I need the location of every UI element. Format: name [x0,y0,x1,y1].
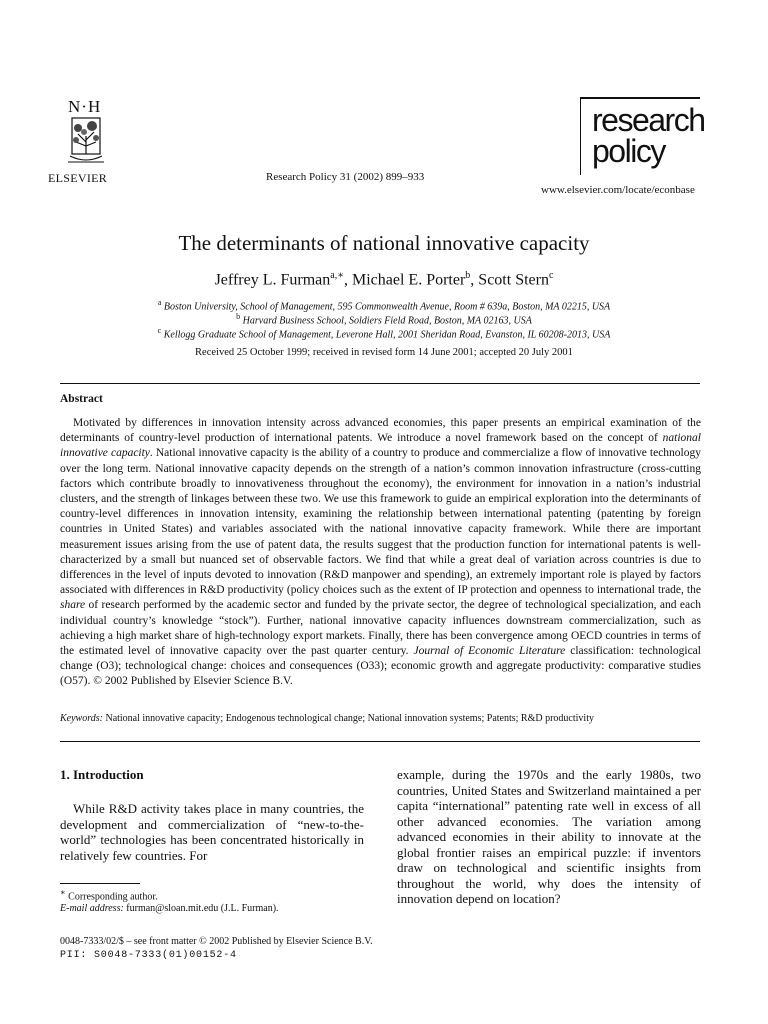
author-name: Jeffrey L. Furman [214,271,331,289]
journal-citation: Research Policy 31 (2002) 899–933 [266,171,425,183]
affiliation [0,326,768,340]
abstract-emphasis: share [60,599,86,612]
abstract-part: Motivated by differences in innovation intensity across advanced economies, this paper presents an empirical examination of the determinants of country-level production of international patents. We introduce a novel framework based on the concept of [60,417,701,445]
footnote-email [60,903,279,914]
affiliation [0,312,768,326]
abstract-part: classification: technological change (O3); technological change: choices and consequences (O33); economic growth and aggregate productivity: comparative studies (O57). © 2002 Published by Elsevier Science B.V. [60,645,701,688]
journal-logo-line2: policy [592,133,665,169]
email-label: E-mail address: [60,903,124,914]
abstract-emphasis: Journal of Economic Literature [413,645,566,658]
pii-line: PII: S0048-7333(01)00152-4 [60,950,237,961]
received-dates: Received 25 October 1999; received in revised form 14 June 2001; accepted 20 July 2001 [195,347,573,358]
author-sep: , [344,271,352,289]
issn-line: 0048-7333/02/$ – see front matter © 2002 Published by Elsevier Science B.V. [60,936,373,947]
publisher-name: ELSEVIER [48,171,108,185]
affiliation-text: Harvard Business School, Soldiers Field Road, Boston, MA 02163, USA [242,315,532,327]
journal-url[interactable]: www.elsevier.com/locate/econbase [541,184,695,196]
footnote-corresponding [60,887,158,902]
journal-logo-line1: research [592,102,705,138]
author-sup: c [548,270,554,281]
author-name: Scott Stern [478,271,549,289]
affiliation-mark: b [236,312,241,321]
affiliation [0,298,768,312]
footnote-text: Corresponding author. [65,891,158,903]
divider [60,741,700,742]
author-sup: b [465,270,471,281]
affiliation-text: Kellogg Graduate School of Management, Leverone Hall, 2001 Sheridan Road, Evanston, IL 60208-2013, USA [163,329,611,341]
author-list [0,270,768,289]
affiliation-mark: c [157,326,162,335]
email-address[interactable]: furman@sloan.mit.edu (J.L. Furman). [123,903,279,914]
keywords [60,713,701,724]
abstract-part: of research performed by the academic sector and funded by the private sector, the degree of technological specialization, and each individual country’s knowledge “stock”). Further, national innovative capacity influences downstream commercialization, such as achieving a high market share of high-technology export markets. Finally, there has been convergence among OECD countries in terms of the estimated level of innovative capacity over the past quarter century. [60,599,701,658]
affiliation-text: Boston University, School of Management, 595 Commonwealth Avenue, Room # 639a, Boston, MA 02215, USA [163,301,611,313]
affiliation-mark: a [157,298,162,307]
author-sup: a,∗ [330,270,344,281]
body-right-column: example, during the 1970s and the early 1980s, two countries, United States and Switzerland maintained a per capita “international” patenting rate well in excess of all other advanced economies. The variation among advanced economies in their ability to innovate at the global frontier raises an empirical puzzle: if inventors draw on technological and scientific insights from throughout the world, why does the intensity of innovation depend on location? [397,767,701,906]
abstract-part: . National innovative capacity is the ability of a country to produce and commercialize a flow of innovative technology over the long term. National innovative capacity depends on the strength of a nation’s common innovation infrastructure (cross-cutting factors which contribute broadly to innovativeness throughout the economy), the environment for innovation in a nation’s industrial clusters, and the strength of linkages between these two. We use this framework to guide an empirical exploration into the determinants of country-level differences in innovation intensity, examining the relationship between international patenting (patenting by foreign countries in United States) and variables associated with the national innovative capacity framework. While there are important measurement issues arising from the use of patent data, the results suggest that the production function for international patents is well-characterized by a small but nuanced set of observable factors. We find that while a great deal of variation across countries is due to differences in the level of inputs devoted to innovation (R&D manpower and spending), an extremely important role is played by factors associated with differences in R&D productivity (policy choices such as the extent of IP protection and openness to international trade, the [60,447,701,597]
abstract-emphasis: national innovative capacity [60,432,701,460]
footnote-rule [60,883,140,884]
body-left-column [60,801,364,863]
keywords-label: Keywords: [60,713,103,724]
elsevier-tree-logo [64,116,108,166]
author-sep: , [470,271,479,289]
divider [60,383,700,384]
journal-logo [580,97,705,177]
keywords-list: National innovative capacity; Endogenous technological change; National innovation systems; Patents; R&D productivity [102,713,594,724]
abstract-text [60,416,701,690]
section-heading: 1. Introduction [60,767,144,782]
body-text: While R&D activity takes place in many countries, the development and commercialization of “new-to-the-world” technologies has been concentrated historically in relatively few countries. For [60,801,364,863]
article-title: The determinants of national innovative capacity [178,231,590,255]
abstract-heading: Abstract [60,393,103,405]
footnote-mark: ∗ [60,888,66,897]
publisher-mark: N·H [68,97,102,116]
author-name: Michael E. Porter [352,271,466,289]
